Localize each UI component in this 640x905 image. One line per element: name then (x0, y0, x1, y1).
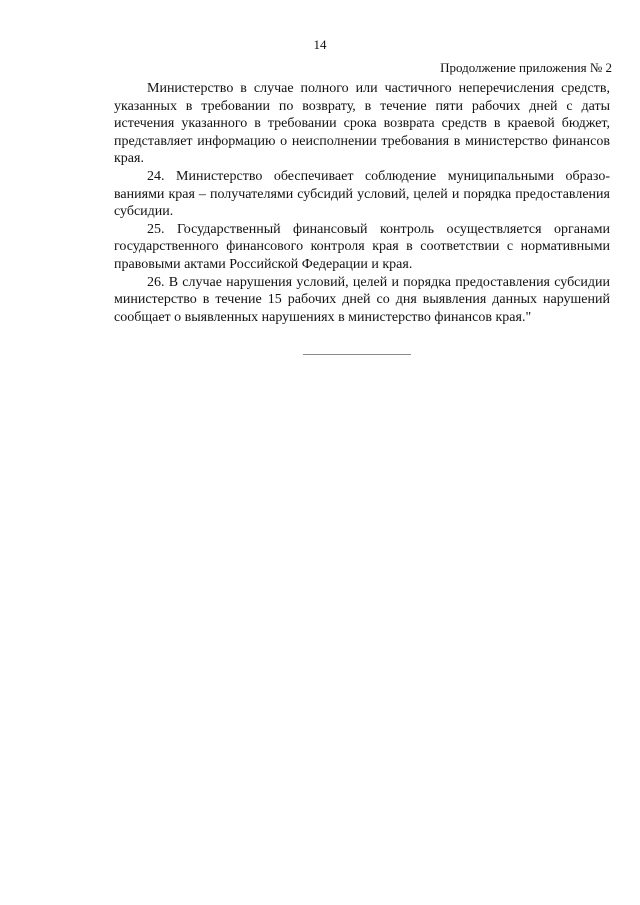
end-of-text-divider (303, 354, 411, 355)
paragraph-24: 24. Министерство обеспечивает соблюдение муниципальными образованиями края – получателями субсидий условий, целей и порядка предоставления субсидии. (114, 168, 610, 220)
page-number: 14 (313, 37, 327, 52)
paragraph-25: 25. Государственный финансовый контроль осуществляется органами государственного финансового контроля края в соответствии с нормативными правовыми актами Российской Федерации и края. (114, 221, 610, 272)
appendix-continuation-note: Продолжение приложения № 2 (440, 60, 612, 75)
paragraph-ministry-non-transfer: Министерство в случае полного или частичного неперечисления средств, указанных в требовании по возврату, в течение пяти рабочих дней с даты истечения указанного в требовании срока возврата средств в краевой бюджет, представляет информацию о неисполнении требования в министерство финансов края. (114, 81, 610, 167)
paragraph-26: 26. В случае нарушения условий, целей и порядка предоставления субсидии министерство в течение 15 рабочих дней со дня выявления данных нарушений сообщает о выявленных нарушениях в министерство финансов края." (114, 274, 610, 325)
document-body (114, 80, 610, 326)
